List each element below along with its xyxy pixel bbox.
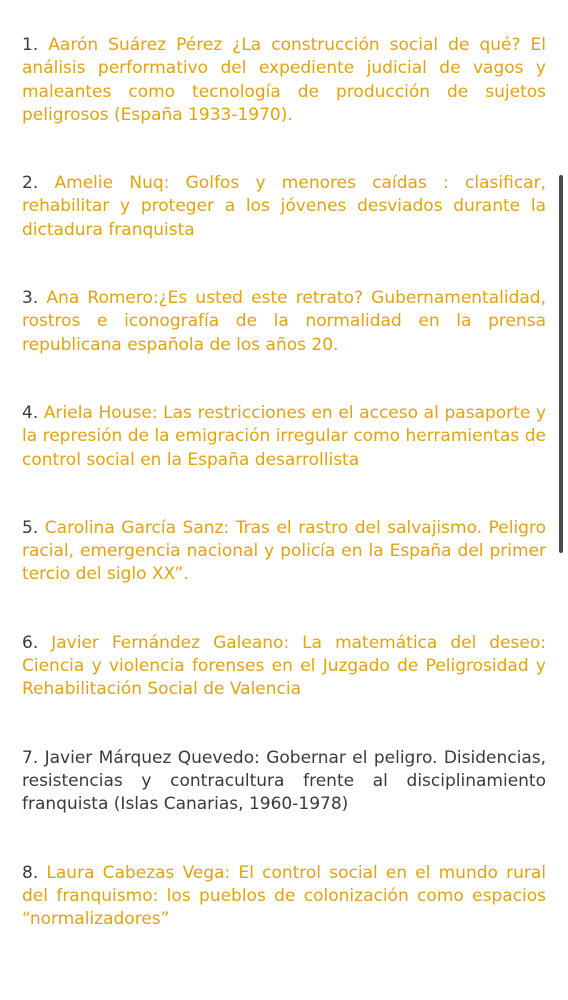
- item-number: 7.: [22, 747, 39, 768]
- item-title: Amelie Nuq: Golfos y menores caídas : clasificar, rehabilitar y proteger a los jóvenes desviados durante la dictadura franquista: [22, 173, 546, 240]
- item-number: 6.: [22, 632, 39, 653]
- item-title: Aarón Suárez Pérez ¿La construcción social de qué? El análisis performativo del expediente judicial de vagos y maleantes como tecnología de producción de sujetos peligrosos (España 1933-1970).: [22, 35, 547, 125]
- item-number: 2.: [22, 173, 39, 194]
- item-number: 1.: [22, 35, 39, 55]
- item-title: Javier Fernández Galeano: La matemática del deseo: Ciencia y violencia forenses en el Juzgado de Peligrosidad y Rehabilitación Social de Valencia: [22, 632, 546, 700]
- list-item-5: [22, 517, 546, 587]
- list-item-8: [22, 862, 546, 932]
- list-item-1: [22, 34, 546, 127]
- list-item-2: [22, 172, 546, 242]
- paper-list: [22, 34, 546, 976]
- item-number: 4.: [22, 402, 39, 423]
- item-title: Ariela House: Las restricciones en el acceso al pasaporte y la represión de la emigración irregular como herramientas de control social en la España desarrollista: [22, 402, 546, 470]
- item-number: 8.: [22, 862, 39, 883]
- item-title: Javier Márquez Quevedo: Gobernar el peligro. Disidencias, resistencias y contracultura frente al disciplinamiento franquista (Islas Canarias, 1960-1978): [22, 747, 547, 815]
- list-item-7: [22, 747, 546, 817]
- item-title: Carolina García Sanz: Tras el rastro del salvajismo. Peligro racial, emergencia nacional y policía en la España del primer tercio del siglo XX”.: [22, 517, 546, 585]
- item-title: Laura Cabezas Vega: El control social en el mundo rural del franquismo: los pueblos de colonización como espacios “normalizadores”: [22, 862, 546, 930]
- item-number: 5.: [22, 517, 39, 538]
- item-title: Ana Romero:¿Es usted este retrato? Gubernamentalidad, rostros e iconografía de la normalidad en la prensa republicana española de los años 20.: [22, 288, 546, 355]
- scrollbar[interactable]: [559, 175, 563, 553]
- list-item-3: [22, 287, 546, 357]
- item-number: 3.: [22, 288, 39, 309]
- list-item-4: [22, 402, 546, 472]
- list-item-6: [22, 632, 546, 702]
